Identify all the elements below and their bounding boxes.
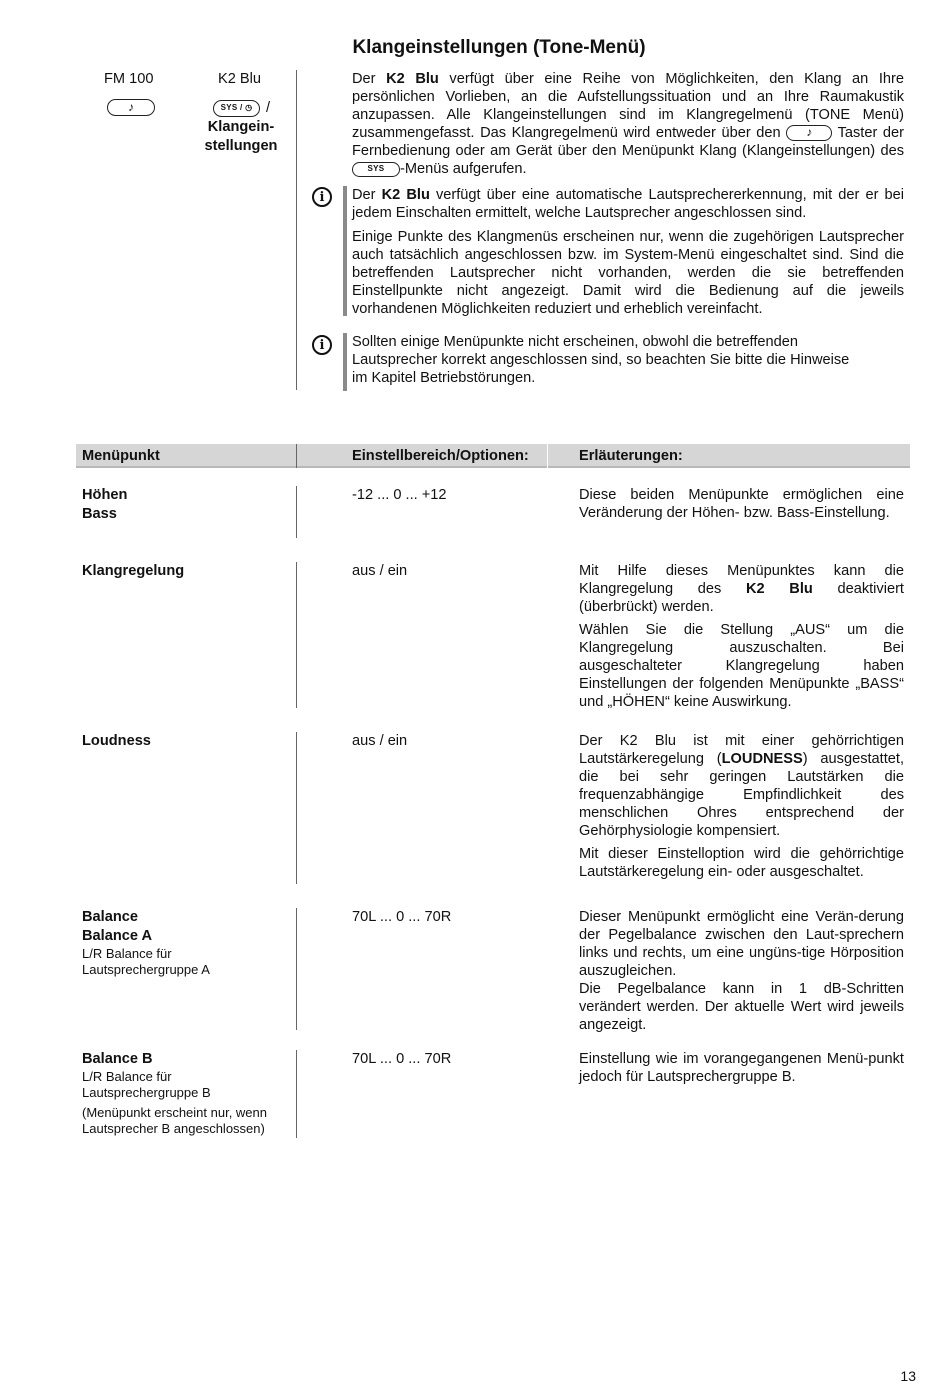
klangeinstellungen-line1: Klangein- [207,119,275,135]
note-icon: ♪ [806,125,813,140]
table-row-balance-a [82,908,210,978]
menu-item-name: Balance A [82,928,153,944]
row-divider [296,908,297,1030]
explanation-paragraph: Diese beiden Menüpunkte ermöglichen eine Veränderung der Höhen- bzw. Bass-Einstellung. [579,487,904,521]
explanation [579,908,904,1034]
intro-paragraph [352,70,904,178]
info-icon: i [312,335,332,355]
note1-text [352,186,904,318]
info-icon: i [312,187,332,207]
menu-item-name: Balance [82,909,138,925]
menu-item-name: Höhen [82,487,128,503]
explanation-text: ) ausgestattet, die bei sehr geringen Lautstärken die frequenzabhängige Empfindlichkeit des menschlichen Ohres entsprechend der Gehörphysiologie kompensiert. [579,751,904,839]
menu-item-subtitle: Lautsprechergruppe B [82,1085,211,1100]
note1-bar [343,186,347,316]
menu-item-subtitle: L/R Balance für [82,946,172,961]
menu-item-name: Loudness [82,733,151,749]
explanation-bold: LOUDNESS [721,751,803,767]
note2-bar [343,333,347,391]
range-value: aus / ein [352,563,408,579]
explanation-paragraph: Wählen Sie die Stellung „AUS“ um die Klangregelung auszuschalten. Bei ausgeschalteter Klangregelung haben Einstellungen der folgenden Menüpunkte „BASS“ und „HÖHEN“ keine Auswirkung. [579,622,904,710]
sys-slash: / [266,100,271,116]
intro-text-b: verfügt über eine Reihe von Möglichkeiten, den Klang an Ihre persönlichen Vorlieben, an die Aufstellungssituation und an Ihre Raumakustik anzupassen. Alle Klangeinstellungen sind im Klangregelmenü (TONE Menü) zusammengefasst. Das Klangregelmenü wird entweder über den [352,71,904,141]
menu-item-name: Klangregelung [82,563,185,579]
explanation [579,1050,904,1086]
menu-item-note: Lautsprecher B angeschlossen) [82,1121,265,1136]
menu-item-note: (Menüpunkt erscheint nur, wenn [82,1105,267,1120]
explanation-paragraph [579,732,904,840]
explanation-paragraph: Mit dieser Einstelloption wird die gehörrichtige Lautstärkeregelung ein- oder ausgeschaltet. [579,846,904,880]
tone-button-inline-icon [786,125,832,141]
explanation-text: deaktiviert (überbrückt) werden. [579,581,904,615]
explanation-paragraph: Dieser Menüpunkt ermöglicht eine Verän-derung der Pegelbalance zwischen den Laut-sprechern links und rechts, um eine ungüns-tige Hörposition auszugleichen. [579,909,904,979]
intro-text-a: Der [352,71,387,87]
row-divider [296,1050,297,1138]
sys-button-inline-icon: SYS [352,162,400,177]
range-value: 70L ... 0 ... 70R [352,909,452,925]
header-col-divider [547,444,548,468]
intro-text-d: -Menüs aufgerufen. [400,161,527,177]
note2-line2: Lautsprecher korrekt angeschlossen sind, so beachten Sie bitte die Hinweise [352,352,850,368]
row-divider [296,486,297,538]
note1-paragraph1 [352,186,904,222]
intro-bold: K2 Blu [386,71,439,87]
note2-text [352,333,912,387]
note-icon: ♪ [128,100,134,114]
header-col-divider [296,444,297,468]
k2blu-label: K2 Blu [218,71,261,87]
column-header-einstellbereich: Einstellbereich/Optionen: [352,448,529,464]
table-row-hoehen-bass [82,486,127,524]
explanation-bold: K2 Blu [745,581,813,597]
explanation [579,486,904,527]
range-value: 70L ... 0 ... 70R [352,1051,452,1067]
explanation [579,732,904,886]
table-row-balance-b [82,1050,267,1137]
note1-paragraph2: Einige Punkte des Klangmenüs erscheinen nur, wenn die zugehörigen Lautsprecher auch tatsächlich angeschlossen bzw. im System-Menü eingeschaltet sind. Sind die betreffenden Lautsprecher nicht vorhanden, werden die sie betreffenden Einstellpunkte nicht angezeigt. Damit wird die Bedienung auf die jeweils vorhandenen Möglichkeiten reduziert und erheblich vereinfacht. [352,229,904,317]
klangeinstellungen-line2: stellungen [204,138,278,154]
sys-button-icon: SYS / ◷ [213,100,260,117]
explanation-paragraph: Die Pegelbalance kann in 1 dB-Schritten verändert werden. Der aktuelle Wert wird jeweils angezeigt. [579,981,904,1033]
column-header-erlaeuterungen: Erläuterungen: [579,448,683,464]
page-number: 13 [900,1368,916,1384]
note1-text-b: verfügt über eine automatische Lautsprechererkennung, mit der er bei jedem Einschalten ermittelt, welche Lautsprecher angeschlossen sind. [352,187,905,221]
row-divider [296,732,297,884]
explanation-text: Mit Hilfe dieses Menüpunktes kann die Klangregelung des [579,563,904,597]
note1-bold: K2 Blu [381,187,430,203]
menu-item-subtitle: Lautsprechergruppe A [82,962,210,977]
note2-line3: im Kapitel Betriebstörungen. [352,370,536,386]
klangeinstellungen-label [190,118,292,156]
note2-line1: Sollten einige Menüpunkte nicht erscheinen, obwohl die betreffenden [352,334,798,350]
menu-item-subtitle: L/R Balance für [82,1069,172,1084]
explanation-paragraph: Einstellung wie im vorangegangenen Menü-punkt jedoch für Lautsprechergruppe B. [579,1051,904,1085]
explanation-text: Der K2 Blu ist mit einer gehörrichtigen Lautstärkeregelung ( [579,733,904,767]
range-value: -12 ... 0 ... +12 [352,487,447,503]
header-divider [296,70,297,390]
menu-item-name: Bass [82,506,117,522]
column-header-menupunkt: Menüpunkt [82,448,160,464]
intro-text-c: Taster der Fernbedienung oder am Gerät über den Menüpunkt Klang (Klangeinstellungen) des [352,125,904,159]
explanation-paragraph [579,562,904,616]
page-title: Klangeinstellungen (Tone-Menü) [352,37,646,58]
tone-button-icon [107,99,155,116]
explanation [579,562,904,716]
note1-text-a: Der [352,187,382,203]
menu-item-name: Balance B [82,1051,153,1067]
row-divider [296,562,297,708]
fm100-label: FM 100 [104,71,154,87]
range-value: aus / ein [352,733,408,749]
